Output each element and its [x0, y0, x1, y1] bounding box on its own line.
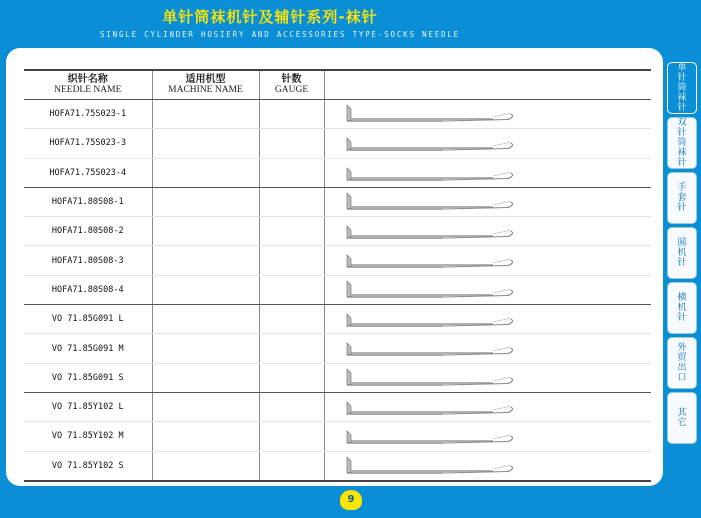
table-row [24, 422, 651, 451]
side-tab-2[interactable] [667, 117, 697, 169]
table-row [24, 392, 651, 421]
gauge-cell [259, 158, 324, 187]
col-machine-name: 适用机型 MACHINE NAME [152, 70, 259, 100]
needle-image-cell [324, 246, 651, 275]
machine-name-cell [152, 363, 259, 392]
table-row [24, 363, 651, 392]
machine-name-cell [152, 217, 259, 246]
side-tab-5[interactable] [667, 282, 697, 334]
machine-name-cell [152, 422, 259, 451]
needle-name-cell: VO 71.85G091 S [24, 363, 152, 392]
needle-name-cell: HOFA71.75S023-1 [24, 100, 152, 129]
needle-image-cell [324, 275, 651, 304]
needle-illustration-icon [343, 218, 528, 244]
side-tab-label: 双针筒袜针 [677, 118, 687, 168]
needle-illustration-icon [343, 335, 528, 361]
needle-image-cell [324, 217, 651, 246]
col-gauge: 针数 GAUGE [259, 70, 324, 100]
needle-illustration-icon [343, 189, 528, 215]
needle-name-cell: VO 71.85Y102 L [24, 392, 152, 421]
needle-illustration-icon [343, 306, 528, 332]
side-tab-3[interactable] [667, 172, 697, 224]
table-row [24, 100, 651, 129]
needle-image-cell [324, 363, 651, 392]
needle-name-cell: HOFA71.80S08-1 [24, 187, 152, 216]
table-row [24, 217, 651, 246]
needle-name-cell: VO 71.85G091 L [24, 305, 152, 334]
needle-image-cell [324, 187, 651, 216]
gauge-cell [259, 334, 324, 363]
machine-name-cell [152, 129, 259, 158]
table-row [24, 334, 651, 363]
col-needle-image [324, 70, 651, 100]
needle-name-cell: HOFA71.80S08-2 [24, 217, 152, 246]
table-row [24, 275, 651, 304]
needle-illustration-icon [343, 277, 528, 303]
page-subtitle: SINGLE CYLINDER HOSIERY AND ACCESSORIES TYPE-SOCKS NEEDLE [100, 30, 460, 39]
gauge-cell [259, 422, 324, 451]
machine-name-cell [152, 187, 259, 216]
side-tab-6[interactable] [667, 337, 697, 389]
machine-name-cell [152, 100, 259, 129]
needle-illustration-icon [343, 365, 528, 391]
needle-illustration-icon [343, 130, 528, 156]
gauge-cell [259, 305, 324, 334]
needle-name-cell: HOFA71.80S08-3 [24, 246, 152, 275]
needle-illustration-icon [343, 423, 528, 449]
needle-illustration-icon [343, 247, 528, 273]
needle-name-cell: VO 71.85Y102 M [24, 422, 152, 451]
content-panel [6, 48, 663, 486]
gauge-cell [259, 275, 324, 304]
machine-name-cell [152, 334, 259, 363]
table-row [24, 158, 651, 187]
gauge-cell [259, 451, 324, 481]
needle-image-cell [324, 129, 651, 158]
needle-name-cell: HOFA71.80S08-4 [24, 275, 152, 304]
machine-name-cell [152, 451, 259, 481]
table-row [24, 246, 651, 275]
table-row [24, 451, 651, 481]
machine-name-cell [152, 392, 259, 421]
table-row [24, 305, 651, 334]
needle-image-cell [324, 334, 651, 363]
gauge-cell [259, 129, 324, 158]
needle-name-cell: VO 71.85G091 M [24, 334, 152, 363]
side-tab-7[interactable] [667, 392, 697, 444]
needle-illustration-icon [343, 453, 528, 479]
side-tab-label: 单针筒袜针 [677, 63, 687, 113]
machine-name-cell [152, 246, 259, 275]
needle-image-cell [324, 158, 651, 187]
side-tab-4[interactable] [667, 227, 697, 279]
needle-illustration-icon [343, 101, 528, 127]
gauge-cell [259, 246, 324, 275]
col-needle-name: 织针名称 NEEDLE NAME [24, 70, 152, 100]
needle-name-cell: HOFA71.75S023-3 [24, 129, 152, 158]
page-title: 单针筒袜机针及辅针系列-袜针 [162, 8, 378, 26]
needle-name-cell: VO 71.85Y102 S [24, 451, 152, 481]
machine-name-cell [152, 305, 259, 334]
side-tab-label: 横机针 [677, 293, 687, 323]
page-number-badge: 9 [340, 490, 362, 510]
gauge-cell [259, 363, 324, 392]
gauge-cell [259, 100, 324, 129]
side-tab-label: 圆机针 [677, 238, 687, 268]
gauge-cell [259, 187, 324, 216]
gauge-cell [259, 217, 324, 246]
side-nav [667, 62, 697, 447]
needle-illustration-icon [343, 394, 528, 420]
table-row [24, 129, 651, 158]
needle-rows [24, 100, 651, 481]
side-tab-label: 其它 [677, 408, 687, 428]
table-header-row [24, 70, 651, 100]
machine-name-cell [152, 158, 259, 187]
gauge-cell [259, 392, 324, 421]
side-tab-label: 手套针 [677, 183, 687, 213]
needle-image-cell [324, 305, 651, 334]
needle-image-cell [324, 100, 651, 129]
needle-name-cell: HOFA71.75S023-4 [24, 158, 152, 187]
needle-illustration-icon [343, 160, 528, 186]
needle-image-cell [324, 392, 651, 421]
side-tab-1[interactable] [667, 62, 697, 114]
needle-image-cell [324, 422, 651, 451]
needle-table [24, 69, 651, 482]
machine-name-cell [152, 275, 259, 304]
needle-image-cell [324, 451, 651, 481]
side-tab-label: 外贸出口 [677, 343, 687, 383]
table-row [24, 187, 651, 216]
